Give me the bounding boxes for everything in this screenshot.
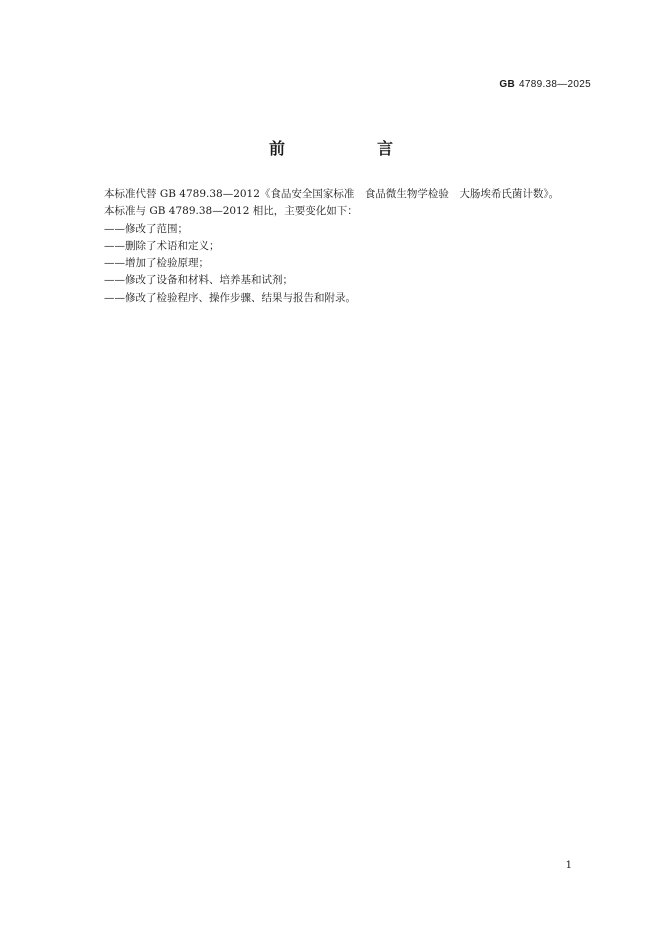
page-number: 1 bbox=[565, 860, 572, 871]
standard-prefix: GB bbox=[499, 79, 515, 90]
standard-number: 4789.38—2025 bbox=[519, 79, 591, 90]
change-item: ——修改了检验程序、操作步骤、结果与报告和附录。 bbox=[104, 291, 356, 304]
change-item: ——增加了检验原理； bbox=[104, 257, 209, 270]
change-item: ——删除了术语和定义； bbox=[104, 239, 220, 252]
preface-body bbox=[104, 186, 594, 307]
page-title: 前 言 bbox=[268, 139, 431, 158]
paragraph-changes-intro: 本标准与 GB 4789.38—2012 相比，主要变化如下： bbox=[104, 205, 358, 218]
paragraph-replacement: 本标准代替 GB 4789.38—2012《食品安全国家标准 食品微生物学检验 大肠埃希氏菌计数》。 bbox=[104, 188, 560, 200]
change-item: ——修改了范围； bbox=[104, 222, 188, 235]
standard-code bbox=[499, 79, 591, 90]
change-item: ——修改了设备和材料、培养基和试剂； bbox=[104, 274, 293, 287]
